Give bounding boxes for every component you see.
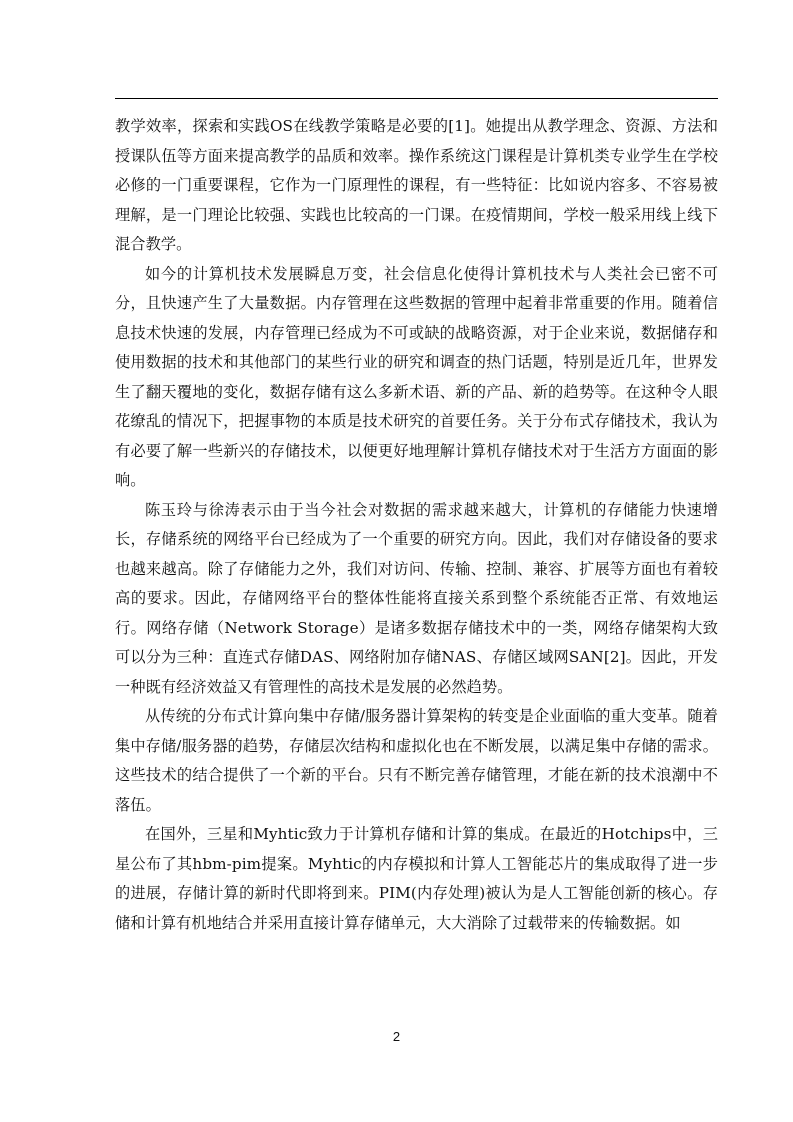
page-number: 2 [392,1029,401,1044]
paragraph-network-storage: 陈玉玲与徐涛表示由于当今社会对数据的需求越来越大，计算机的存储能力快速增长，存储系统的网络平台已经成为了一个重要的研究方向。因此，我们对存储设备的要求也越来越高。除了存储能力之外，我们对访问、传输、控制、兼容、扩展等方面也有着较高的要求。因此，存储网络平台的整体性能将直接关系到整个系统能否正常、有效地运行。网络存储（Network Storage）是诸多数据存储技术中的一类，网络存储架构大致可以分为三种：直连式存储DAS、网络附加存储NAS、存储区域网SAN[2]。因此，开发一种既有经济效益又有管理性的高技术是发展的必然趋势。 [115,500,718,696]
document-body [115,112,718,938]
header-rule [115,98,718,99]
paragraph-computer-tech: 如今的计算机技术发展瞬息万变，社会信息化使得计算机技术与人类社会已密不可分，且快速产生了大量数据。内存管理在这些数据的管理中起着非常重要的作用。随着信息技术快速的发展，内存管理已经成为不可或缺的战略资源，对于企业来说，数据储存和使用数据的技术和其他部门的某些行业的研究和调查的热门话题，特别是近几年，世界发生了翻天覆地的变化，数据存储有这么多新术语、新的产品、新的趋势等。在这种令人眼花缭乱的情况下，把握事物的本质是技术研究的首要任务。关于分布式存储技术，我认为有必要了解一些新兴的存储技术，以便更好地理解计算机存储技术对于生活方方面面的影响。 [115,264,718,489]
paragraph-samsung-myhtic: 在国外，三星和Myhtic致力于计算机存储和计算的集成。在最近的Hotchips中，三星公布了其hbm-pim提案。Myhtic的内存模拟和计算人工智能芯片的集成取得了进一步的进展，存储计算的新时代即将到来。PIM(内存处理)被认为是人工智能创新的核心。存储和计算有机地结合并采用直接计算存储单元，大大消除了过载带来的传输数据。如 [115,825,718,932]
paragraph-continuation: 教学效率，探索和实践OS在线教学策略是必要的[1]。她提出从教学理念、资源、方法和授课队伍等方面来提高教学的品质和效率。操作系统这门课程是计算机类专业学生在学校必修的一门重要课程，它作为一门原理性的课程，有一些特征：比如说内容多、不容易被理解，是一门理论比较强、实践也比较高的一门课。在疫情期间，学校一般采用线上线下混合教学。 [115,117,718,253]
paragraph-centralized-storage: 从传统的分布式计算向集中存储/服务器计算架构的转变是企业面临的重大变革。随着集中存储/服务器的趋势，存储层次结构和虚拟化也在不断发展，以满足集中存储的需求。这些技术的结合提供了一个新的平台。只有不断完善存储管理，才能在新的技术浪潮中不落伍。 [115,707,718,814]
